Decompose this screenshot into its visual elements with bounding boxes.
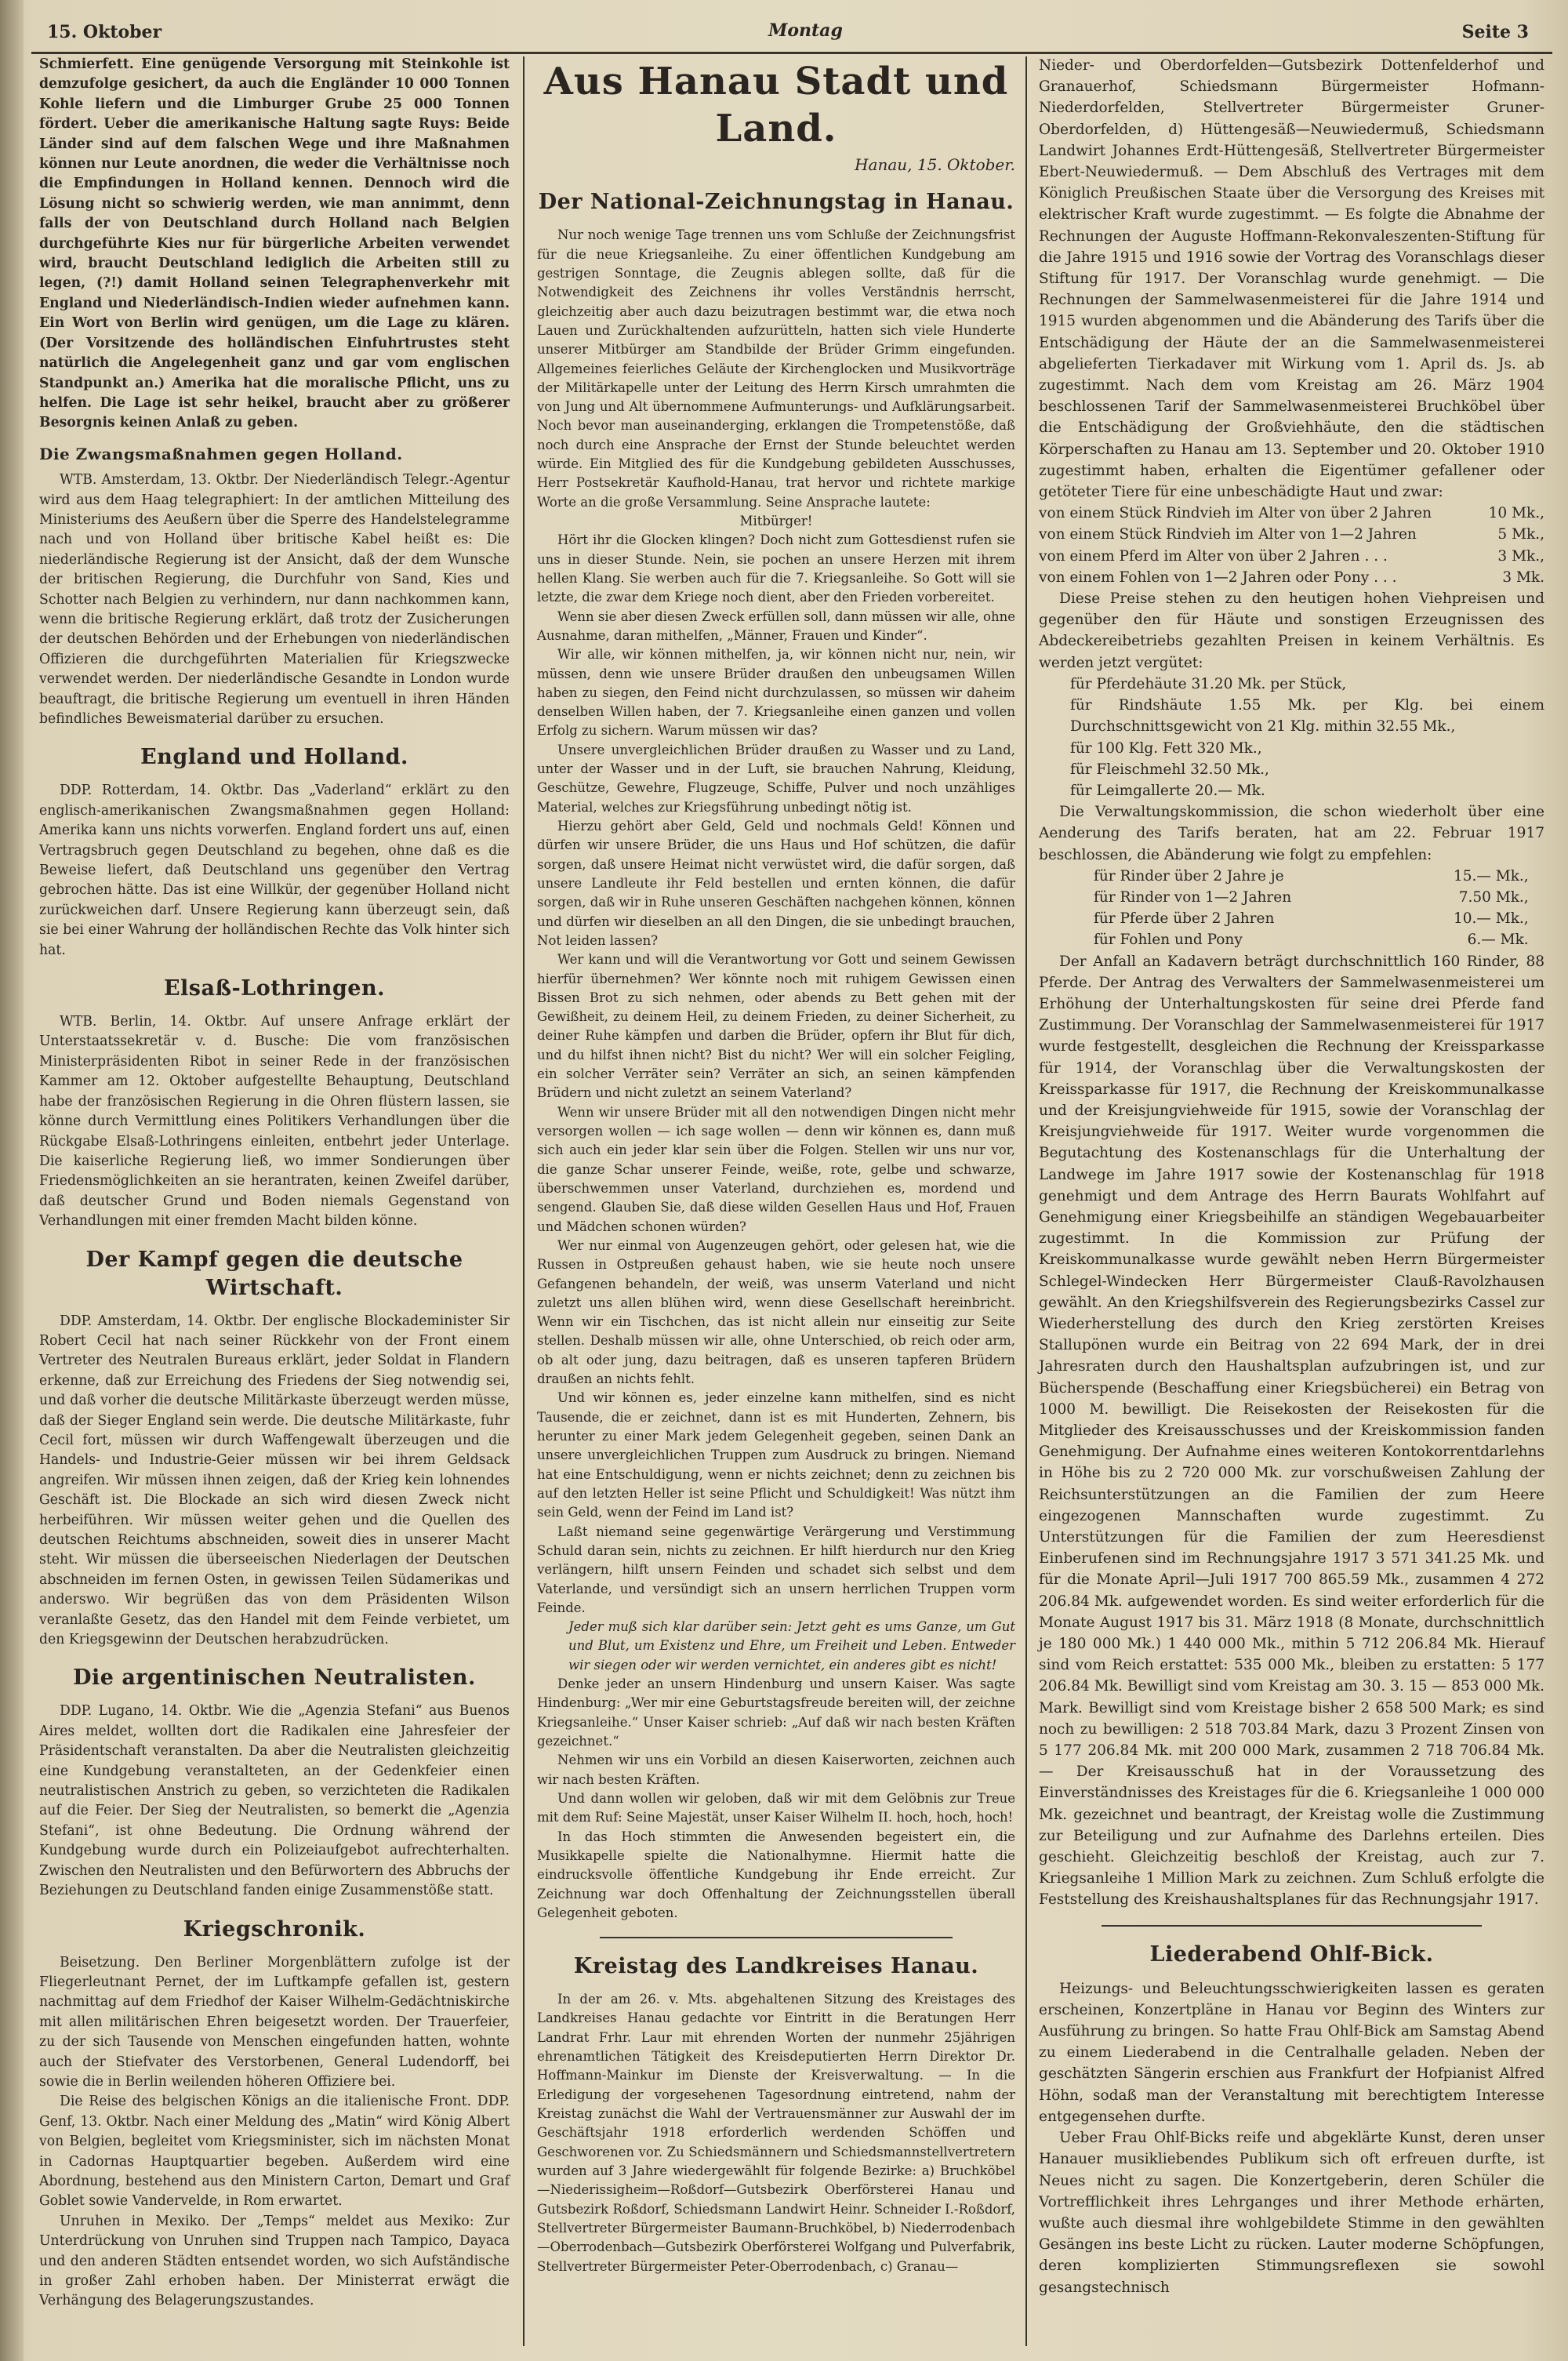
article-text: DDP. Lugano, 14. Oktbr. Wie die „Agenzia Stefani“ aus Buenos Aires meldet, wollten dort die Radikalen eine Jahresfeier der Präsidentschaft veranstalten. Da aber die Neutralisten gleichzeitig eine Kundgebung veranstalteten, an der Gedenkfeier einen neutralistischen Anstrich zu geben, so verzichteten die Radikalen auf die Feier. Der Sieg der Neutralisten, so bemerkt die „Agenzia Stefani“, ist ohne Bedeutung. Die Ordnung während der Kundgebung wurde durch ein Polizeiaufgebot aufrechterhalten. Zwischen den Neutralisten und den Befürwortern des Abbruchs der Beziehungen zu Deutschland fanden einige Zusammenstöße statt. [39,1703,510,1899]
column-2 [537,55,1015,2330]
article-text: WTB. Amsterdam, 13. Oktbr. Der Niederländisch Telegr.-Agentur wird aus dem Haag telegraphiert: In der amtlichen Mitteilung des Ministeriums des Aeußern über die Sperre des Handelstelegramme nach und von Holland über britische Kabel heißt es: Die niederländische Regierung ist der Ansicht, daß der dem Wunsche der britischen Regierung, die Durchfuhr von Sand, Kies und Schotter nach Belgien zu verhindern, nur dann nachkommen kann, wenn die britische Regierung erklärt, daß trotz der Zusicherungen der deutschen Behörden und der Erhebungen von niederländischen Offizieren die durchgeführten Materialien für Kriegszwecke verwendet werden. Der niederländische Gesandte in London wurde beauftragt, die britische Regierung um eventuell in ihren Händen befindliches Beweismaterial darüber zu ersuchen. [39,472,510,727]
price-list-item: für Leimgallerte 20.— Mk. [1070,782,1265,799]
article-text: Wer nur einmal von Augenzeugen gehört, oder gelesen hat, wie die Russen in Ostpreußen gehaust haben, wie sie heute noch unsere Gefangenen behandeln, der weiß, was unserm Vaterland und nicht zuletzt uns allen blühen wird, wenn diese Gesellschaft hereinbricht. Wenn wir ein Tischchen, das ist nicht allein nur einseitig zur Seite stellen. Deshalb müssen wir alle, ohne Unterschied, ob reich oder arm, ob alt oder jung, dazu beitragen, daß es unseren tapferen Brüdern draußen an nichts fehlt. [537,1237,1015,1387]
article-text: WTB. Berlin, 14. Oktbr. Auf unsere Anfrage erklärt der Unterstaatssekretär v. d. Busche: Die vom französischen Ministerpräsidenten Ribot in seiner Rede in der französischen Kammer am 12. Oktober aufgestellte Behauptung, Deutschland habe der französischen Regierung in die Ohren flüstern lassen, sie könne durch Vermittlung eines Politikers Verhandlungen über die Rückgabe Elsaß-Lothringens einleiten, entbehrt jeder Unterlage. Die kaiserliche Regierung ließ, wo immer Sondierungen über Friedensmöglichkeiten an sie herantraten, keinen Zweifel darüber, daß deutscher Grund und Boden niemals Gegenstand von Verhandlungen mit einer fremden Macht bilden könne. [39,1014,510,1230]
article-text: Wenn wir unsere Brüder mit all den notwendigen Dingen nicht mehr versorgen wollen — ich sage wollen — denn wir können es, dann muß sich auch ein jeder klar sein über die Folgen. Stellen wir uns nur vor, die ganze Schar unserer Feinde, weiße, rote, gelbe und schwarze, überschwemmen unser Vaterland, durchziehen es, mordend und sengend. Glauben Sie, daß diese wilden Gesellen Haus und Hof, Frauen und Mädchen schonen würden? [537,1104,1015,1234]
hide-price-table-new [1094,866,1529,951]
article-text: Und wir können es, jeder einzelne kann mithelfen, sind es nicht Tausende, die er zeichnet, dann ist es mit Hunderten, Zehnern, bis herunter zu einer Mark jedem Gelegenheit gegeben, seinen Dank an unsere unvergleichlichen Truppen zum Ausdruck zu bringen. Niemand hat eine Entschuldigung, wenn er nichts zeichnet; denn zu zeichnen bis auf den letzten Heller ist seine Pflicht und Schuldigkeit! Was nützt ihm sein Geld, wenn der Feind im Land ist? [537,1390,1015,1520]
hide-price-table-old [1039,503,1544,588]
table-cell: von einem Stück Rindvieh im Alter von über 2 Jahren [1039,505,1432,522]
column-1 [39,55,510,2330]
article-text: Heizungs- und Beleuchtungsschwierigkeiten lassen es geraten erscheinen, Konzertpläne in Hanau vor Beginn des Winters zur Ausführung zu bringen. So hatte Frau Ohlf-Bick am Samstag Abend zu einem Liederabend in die Centralhalle geladen. Neben der geschätzten Sängerin erschien aus Frankfurt der Hofpianist Alfred Höhn, sodaß man der Veranstaltung mit berechtigtem Interesse entgegensehen durfte. [1039,1980,1544,2125]
article-text: Nehmen wir uns ein Vorbild an diesen Kaiserworten, zeichnen auch wir nach besten Kräften. [537,1753,1015,1787]
article-text: Und dann wollen wir geloben, daß wir mit dem Gelöbnis zur Treue mit dem Ruf: Seine Majestät, unser Kaiser Wilhelm II. hoch, hoch, hoch! [537,1790,1015,1825]
article-heading: England und Holland. [140,745,408,770]
table-row [1039,546,1544,567]
article-heading: Elsaß-Lothringen. [163,976,386,1001]
table-row [1094,887,1529,908]
table-cell: 5 Mk., [1497,526,1544,543]
speech-salutation: Mitbürger! [739,514,813,529]
article-text: Hierzu gehört aber Geld, Geld und nochmals Geld! Können und dürfen wir unsere Brüder, die uns Haus und Hof schützen, die dafür sorgen, daß unsere Heimat nicht verwüstet wird, die dafür sorgen, daß unsere Landleute ihr Feld bestellen und ernten können, die dafür sorgen, daß wir in Ruhe unseren Geschäften nachgehen können, können und dürfen wir dieselben an all den Dingen, die sie unbedingt brauchen, Not leiden lassen? [537,819,1015,948]
table-row [1094,866,1529,887]
article-text: Nieder- und Oberdorfelden—Gutsbezirk Dottenfelderhof und Granauerhof, Schiedsmann Bürgermeister Hofmann-Niederdorfelden, Stellvertreter Bürgermeister Gruner-Oberdorfelden, d) Hüttengesäß—Neuwiedermuß, Schiedsmann Landwirt Johannes Erdt-Hüttengesäß, Stellvertreter Bürgermeister Ebert-Neuwiedermuß. — Dem Abschluß des Vertrages mit dem Königlich Preußischen Staate über die Versorgung des Kreises mit elektrischer Kraft wurde zugestimmt. — Es folgte die Abnahme der Rechnungen der Auguste Hoffmann-Rekonvaleszenten-Stiftung für die Jahre 1915 und 1916 sowie der Vortrag des Voranschlags dieser Stiftung für 1917. Der Voranschlag wurde genehmigt. — Die Rechnungen der Sammelwasenmeisterei für die Jahre 1914 und 1915 wurden abgenommen und die Abänderung des Tarifs über die Entschädigung der Häute der an die Sammelwasenmeisterei abgelieferten Tierkadaver mit Wirkung vom 1. April ds. Js. ab zugestimmt. Nach dem vom Kreistag am 26. März 1904 beschlossenen Tarif der Sammelwasenmeisterei Bruchköbel über die Entschädigung der Großviehhäute, den die städtischen Körperschaften zu Hanau am 13. September und 20. Oktober 1910 zugestimmt haben, erhalten die Eigentümer gefallener oder getöteter Tiere für eine unbeschädigte Haut und zwar: [1039,57,1544,501]
table-row [1039,503,1544,524]
article-text: Die Reise des belgischen Königs an die italienische Front. DDP. Genf, 13. Oktbr. Nach einer Meldung des „Matin“ wird König Albert von Belgien, begleitet vom Kriegsminister, sich im nächsten Monat in Cadornas Hauptquartier begeben. Außerdem wird eine Abordnung, bestehend aus den Ministern Carton, Demart und Graf Goblet sowie Vandervelde, in Rom erwartet. [39,2094,510,2210]
page-binding-edge [0,0,24,2361]
table-row [1039,567,1544,588]
table-cell: von einem Pferd im Alter von über 2 Jahren . . . [1039,547,1388,565]
price-list-item: für 100 Klg. Fett 320 Mk., [1070,739,1262,757]
article-text: Die Verwaltungskommission, die schon wiederholt über eine Aenderung des Tarifs beraten, hat am 22. Februar 1917 beschlossen, die Abänderung wie folgt zu empfehlen: [1039,804,1544,863]
table-cell: 6.— Mk. [1467,932,1529,949]
header-rule [31,52,1552,54]
article-subheading: Die Zwangsmaßnahmen gegen Holland. [39,444,403,463]
price-list-item: für Fleischmehl 32.50 Mk., [1070,761,1269,778]
article-text: Denke jeder an unsern Hindenburg und unsern Kaiser. Was sagte Hindenburg: „Wer mir eine Geburtstagsfreude bereiten will, der zeichne Kriegsanleihe.“ Unser Kaiser schrieb: „Auf daß wir nach besten Kräften gezeichnet.“ [537,1676,1015,1749]
article-heading: Die argentinischen Neutralisten. [73,1665,476,1691]
article-text: Hört ihr die Glocken klingen? Doch nicht zum Gottesdienst rufen sie uns in dieser Stunde. Nein, sie pochen an unsere Herzen mit ihrem hellen Klang. Sie werben auch für die 7. Kriegsanleihe. So Gott will sie letzte, die zwar dem Kriege noch dient, aber den Frieden vorbereitet. [537,532,1015,605]
table-cell: von einem Fohlen von 1—2 Jahren oder Pony . . . [1039,568,1397,586]
table-cell: für Pferde über 2 Jahren [1094,910,1275,928]
article-text: Diese Preise stehen zu den heutigen hohen Viehpreisen und gegenüber den für Häute und sonstigen Erzeugnissen des Abdeckereibetriebs gezahlten Preisen in keinem Verhältnis. Es werden jetzt vergütet: [1039,590,1544,671]
table-cell: 10 Mk., [1488,505,1544,522]
article-text: In der am 26. v. Mts. abgehaltenen Sitzung des Kreistages des Landkreises Hanau gedachte vor Eintritt in die Beratungen Herr Landrat Frhr. Laur mit ehrenden Worten der nunmehr 25jährigen ehrenamtlichen Tätigkeit des Kreisdeputierten Herrn Direktor Dr. Hoffmann-Mainkur im Dienste der Kreisverwaltung. — In die Erledigung der vorgesehenen Tagesordnung eintretend, nahm der Kreistag zunächst die Wahl der Vertrauensmänner zur Auswahl der im Geschäftsjahr 1918 erforderlich werdenden Schöffen und Geschworenen vor. Zu Schiedsmännern und Schiedsmannstellvertretern wurden auf 3 Jahre wiedergewählt für folgende Bezirke: a) Bruchköbel—Niederissigheim—Roßdorf—Gutsbezirk Oberförsterei Hanau und Gutsbezirk Roßdorf, Schiedsmann Landwirt Heinr. Schneider I.-Roßdorf, Stellvertreter Bürgermeister Baumann-Bruchköbel, b) Niederrodenbach—Oberrodenbach—Gutsbezirk Oberförsterei Wolfgang und Pulverfabrik, Stellvertreter Bürgermeister Peter-Oberrodenbach, c) Granau— [537,1992,1015,2274]
article-text: Unsere unvergleichlichen Brüder draußen zu Wasser und zu Land, unter der Wasser und in der Luft, sie brauchen Nahrung, Kleidung, Geschütze, Gewehre, Flugzeuge, Schiffe, Pulver und noch unzähliges Material, welches zur Kriegsführung unbedingt nötig ist. [537,742,1015,815]
column-rule-2 [1025,56,1027,2346]
header-day: Montag [768,20,843,41]
article-text: Schmierfett. Eine genügende Versorgung mit Steinkohle ist demzufolge gesichert, da auch die Engländer 10 000 Tonnen Kohle liefern und die Limburger Grube 25 000 Tonnen fördert. Ueber die amerikanische Haltung sagte Ruys: Beide Länder sind auf dem falschen Wege und ihre Maßnahmen können nur Leute anordnen, die weder die Verhältnisse noch die Empfindungen in Holland kennen. Dennoch wird die Lösung nicht so schwierig werden, wie man annimmt, denn falls der von Deutschland durch Holland nach Belgien durchgeführte Kies nur für bürgerliche Arbeiten verwendet wird, braucht Deutschland lediglich die Arbeiten still zu legen, (?!) damit Holland seinen Telegraphenverkehr mit England und Niederländisch-Indien wieder aufnehmen kann. Ein Wort von Berlin wird genügen, um die Lage zu klären. (Der Vorsitzende des holländischen Einfuhrtrustes steht natürlich die Angelegenheit ganz und gar vom englischen Standpunkt an.) Amerika hat die moralische Pflicht, uns zu helfen. Die Lage ist sehr heikel, braucht aber zu größerer Besorgnis keinen Anlaß zu geben. [39,56,510,431]
table-cell: von einem Stück Rindvieh im Alter von 1—2 Jahren [1039,526,1417,543]
table-cell: für Fohlen und Pony [1094,932,1243,949]
article-text: Nur noch wenige Tage trennen uns vom Schluße der Zeichnungsfrist für die neue Kriegsanleihe. Zu einer öffentlichen Kundgebung am gestrigen Sonntage, die Zeugnis ablegen sollte, daß für die Notwendigkeit des Zeichnens ihr volles Verständnis herrscht, gleichzeitig aber auch dazu beizutragen bestimmt war, die etwa noch Lauen und Zurückhaltenden aufzurütteln, hatten sich viele Hunderte unserer Mitbürger am Standbilde der Brüder Grimm eingefunden. Allgemeines feierliches Geläute der Kirchenglocken und Musikvorträge der Militärkapelle unter der Leitung des Herrn Kirsch umrahmten die von Jung und Alt übernommene Aufmunterungs- und Aufklärungsarbeit. Noch bevor man auseinanderging, erklangen die Trompetenstöße, daß noch durch eine Ansprache der Ernst der Stunde beleuchtet werden würde. Ein Mitglied des für die Kundgebung gebildeten Ausschusses, Herr Postsekretär Kaufhold-Hanau, trat hervor und richtete markige Worte an die große Versammlung. Seine Ansprache lautete: [537,227,1015,510]
table-cell: 15.— Mk., [1453,867,1529,884]
section-divider [600,1937,953,1938]
article-text: DDP. Amsterdam, 14. Oktbr. Der englische Blockademinister Sir Robert Cecil hat nach seiner Rückkehr von der Front einem Vertreter des Neutralen Bureaus erklärt, jeder Soldat in Flandern erkenne, daß zur Erreichung des Friedens der Sieg notwendig sei, und daß vorher die deutsche Militärkaste überzeugt werden müsse, daß der Sieger England sein werde. Die deutsche Militärkaste, fuhr Cecil fort, müssen wir durch Waffengewalt überzeugen und die Handels- und Industrie-Geier müssen wir bei ihrem Geldsack angreifen. Wir müssen ihnen zeigen, daß der Krieg kein lohnendes Geschäft ist. Die Blockade an sich wird diesen Zweck nicht herbeiführen. Wir müssen weiter gehen und die Quellen des deutschen Reichtums abschneiden, soweit dies in unserer Macht steht. Wir müssen die überseeischen Niederlagen der Deutschen abschneiden im fernen Osten, in gewissen Teilen Südamerikas und anderswo. Wir begrüßen das von dem Präsidenten Wilson veranlaßte Gesetz, das den Handel mit dem Feinde verbietet, um den Kriegsgewinn der Deutschen herabzudrücken. [39,1313,510,1648]
column-rule-1 [523,56,524,2346]
article-text: Wer kann und will die Verantwortung vor Gott und seinem Gewissen hierfür übernehmen? Wer könnte noch mit ruhigem Gewissen einen Bissen Brot zu sich nehmen, oder abends zu Bett gehen mit der Gewißheit, zu deinem Heil, zu deinem Frieden, zu deiner Sicherheit, zu deiner Ruhe kämpfen und darben die Brüder, opfern ihr Blut für dich, und du hilfst ihnen nicht? Bist du nicht? Wer will ein solcher Feigling, ein solcher Verräter sein? Verräter an sich, an seinen kämpfenden Brüdern und nicht zuletzt an seinem Vaterland? [537,952,1015,1101]
page-header [31,14,1552,49]
header-date: 15. Oktober [47,22,162,42]
article-heading: Kriegschronik. [183,1916,366,1941]
article-text: Wenn sie aber diesen Zweck erfüllen soll, dann müssen wir alle, ohne Ausnahme, daran mithelfen, „Männer, Frauen und Kinder“. [537,608,1015,643]
price-list-item: für Pferdehäute 31.20 Mk. per Stück, [1070,675,1347,692]
article-text: Wir alle, wir können mithelfen, ja, wir können nicht nur, nein, wir müssen, denn wie unsere Brüder draußen den unbeugsamen Willen haben zu siegen, den Feind nicht durchzulassen, so müssen wir daheim denselben Willen haben, der 7. Kriegsanleihe einen ganzen und vollen Erfolg zu sichern. Warum müssen wir das? [537,647,1015,739]
section-masthead: Aus Hanau Stadt und Land. [543,60,1009,151]
table-cell: 10.— Mk., [1453,910,1529,928]
price-list-item: für Rindshäute 1.55 Mk. per Klg. bei einem Durchschnittsgewicht von 21 Klg. mithin 32.55 Mk., [1070,697,1544,736]
table-cell: 3 Mk., [1497,547,1544,565]
article-heading: Kreistag des Landkreises Hanau. [573,1954,979,1979]
table-row [1094,929,1529,950]
article-text: In das Hoch stimmten die Anwesenden begeistert ein, die Musikkapelle spielte die Nationalhymne. Hiermit hatte die eindrucksvolle öffentliche Kundgebung ihr Ende erreicht. Zur Zeichnung war doch Offenhaltung der Zeichnungsstellen überall Gelegenheit geboten. [537,1829,1015,1920]
table-row [1039,524,1544,545]
column-3 [1039,55,1544,2330]
table-cell: für Rinder von 1—2 Jahren [1094,888,1292,906]
dateline: Hanau, 15. Oktober. [855,155,1015,174]
table-cell: 7.50 Mk., [1458,888,1529,906]
speech-verse: Jeder muß sich klar darüber sein: Jetzt geht es ums Ganze, um Gut und Blut, um Existenz und Ehre, um Freiheit und Leben. Entweder wir siegen oder wir werden vernichtet, ein anderes gibt es nicht! [568,1619,1015,1673]
article-heading: Liederabend Ohlf-Bick. [1149,1941,1434,1967]
article-text: DDP. Rotterdam, 14. Oktbr. Das „Vaderland“ erklärt zu den englisch-amerikanischen Zwangsmaßnahmen gegen Holland: Amerika kann uns nichts vorwerfen. England fordert uns auf, einen Vertragsbruch gegen Deutschland zu begehen, ohne daß es die Beweise liefert, daß Deutschland uns gegenüber den Vertrag gebrochen hätte. Das ist eine Willkür, der gegenüber Holland nicht zurückweichen darf. Unsere Regierung kann überzeugt sein, daß sie bei einer Wahrung der holländischen Rechte das Volk hinter sich hat. [39,783,510,958]
article-text: Beisetzung. Den Berliner Morgenblättern zufolge ist der Fliegerleutnant Pernet, der im Luftkampfe gefallen ist, gestern nachmittag auf dem Friedhof der Kaiser Wilhelm-Gedächtniskirche mit allen militärischen Ehren beigesetzt worden. Der Trauerfeier, zu der sich Tausende von Menschen eingefunden hatten, wohnte auch der Stiefvater des Verstorbenen, General Ludendorff, bei sowie die in Berlin weilenden höheren Offiziere bei. [39,1954,510,2090]
article-text: Ueber Frau Ohlf-Bicks reife und abgeklärte Kunst, deren unser Hanauer musikliebendes Publikum sich oft erfreuen durfte, ist Neues nicht zu sagen. Die Konzertgeberin, deren Schüler die Vortrefflichkeit ihres Lehrganges und ihrer Methode erhärten, wußte auch diesmal ihre wohlgebildete Stimme in den gewählten Gesängen ins beste Licht zu rücken. Lauter moderne Schöpfungen, deren komplizierten Stimmungsreflexen sie sowohl gesangstechnisch [1039,2130,1544,2296]
table-row [1094,908,1529,929]
section-divider [1102,1925,1482,1927]
article-heading: Der Kampf gegen die deutsche Wirtschaft. [85,1247,463,1300]
article-text: Laßt niemand seine gegenwärtige Verärgerung und Verstimmung Schuld daran sein, nichts zu zeichnen. Er hilft hierdurch nur den Krieg verlängern, hilft unsern Feinden und schadet sich selbst und dem Vaterlande, und versündigt sich an unsern herrlichen Truppen vorm Feinde. [537,1524,1015,1615]
article-heading: Der National-Zeichnungstag in Hanau. [538,190,1014,215]
article-text: Unruhen in Mexiko. Der „Temps“ meldet aus Mexiko: Zur Unterdrückung von Unruhen sind Truppen nach Tampico, Dayaca und den anderen Städten entsendet worden, wo sich Aufständische in großer Zahl erhoben haben. Der Ministerrat erwägt die Verhängung des Belagerungszustandes. [39,2213,510,2309]
header-page-number: Seite 3 [1461,22,1529,42]
table-cell: für Rinder über 2 Jahre je [1094,867,1284,884]
article-text: Der Anfall an Kadavern beträgt durchschnittlich 160 Rinder, 88 Pferde. Der Antrag des Verwalters der Sammelwasenmeisterei um Erhöhung der Unterhaltungskosten für seine drei Pferde fand Zustimmung. Der Voranschlag der Sammelwasenmeisterei für 1917 wurde festgestellt, desgleichen die Rechnung der Kreissparkasse für 1914, der Voranschlag über die Verwaltungskosten der Kreissparkasse für 1917, die Rechnung der Kreiskommunalkasse und der Kreisjungviehweide für 1915, sowie der Voranschlag der Kreisjungviehweide für 1917. Weiter wurde vorgenommen die Begutachtung des Kostenanschlags für die Unterhaltung der Landwege im Jahre 1917 sowie der Kostenanschlag für 1918 genehmigt und dem Antrage des Herrn Baurats Wohlfahrt auf Genehmigung einer Kriegsbeihilfe an ständigen Wegebauarbeiter zugestimmt. In die Kommission zur Prüfung der Kreiskommunalkasse wurde gewählt neben Herrn Bürgermeister Schlegel-Windecken Herr Bürgermeister Clauß-Ravolzhausen gewählt. An den Kriegshilfsverein des Regierungsbezirks Cassel zur Wiederherstellung des durch den Krieg zerstörten Kreises Stallupönen wurde ein Beitrag von 22 694 Mark, der in drei Jahresraten durch den Haushaltsplan aufzubringen ist, und zur Bücherspende (Beschaffung einer Kriegsbücherei) ein Betrag von 1000 M. bewilligt. Die Reisekosten der Reisekosten für die Mitglieder des Kreisausschusses und der Kreiskommission fanden Genehmigung. Der Aufnahme eines weiteren Kontokorrentdarlehns in Höhe bis zu 2 720 000 Mk. zur vorschußweisen Zahlung der Reichsunterstützungen an die Familien der zum Heere eingezogenen Mannschaften wurde zugestimmt. Zu Unterstützungen für die Familien der zum Heeresdienst Einberufenen sind im Rechnungsjahre 1917 3 571 341.25 Mk. und für die Monate April—Juli 1917 700 865.59 Mk., zusammen 4 272 206.84 Mk. aufgewendet worden. Es sind weiter erforderlich für die Monate August 1917 bis 31. März 1918 (8 Monate, durchschnittlich je 180 000 Mk.) 1 440 000 Mk., mithin 5 712 206.84 Mk. Hierauf sind vom Reich erstattet: 535 000 Mk., bleiben zu erstatten: 5 177 206.84 Mk. Bewilligt sind vom Kreistag am 30. 3. 15 — 853 000 Mk. Mark. Bewilligt sind vom Kreistage bisher 2 658 500 Mark; es sind noch zu bewilligen: 2 518 703.84 Mark, dazu 3 Prozent Zinsen von 5 177 206.84 Mk. mit 200 000 Mark, zusammen 2 718 706.84 Mk. — Der Kreisausschuß hat in der Voraussetzung des Einverständnisses des Kreistages für die 6. Kriegsanleihe 1 000 000 Mk. gezeichnet und beantragt, der Kreistag wolle die Zustimmung zur Beteiligung und zur Aufnahme des Darlehns erteilen. Dies geschieht. Gleichzeitig beschloß der Kreistag, auch zur 7. Kriegsanleihe 1 Million Mark zu zeichnen. Zum Schluß erfolgte die Feststellung des Kreishaushaltsplanes für das Rechnungsjahr 1917. [1039,953,1544,1909]
table-cell: 3 Mk. [1502,568,1544,586]
